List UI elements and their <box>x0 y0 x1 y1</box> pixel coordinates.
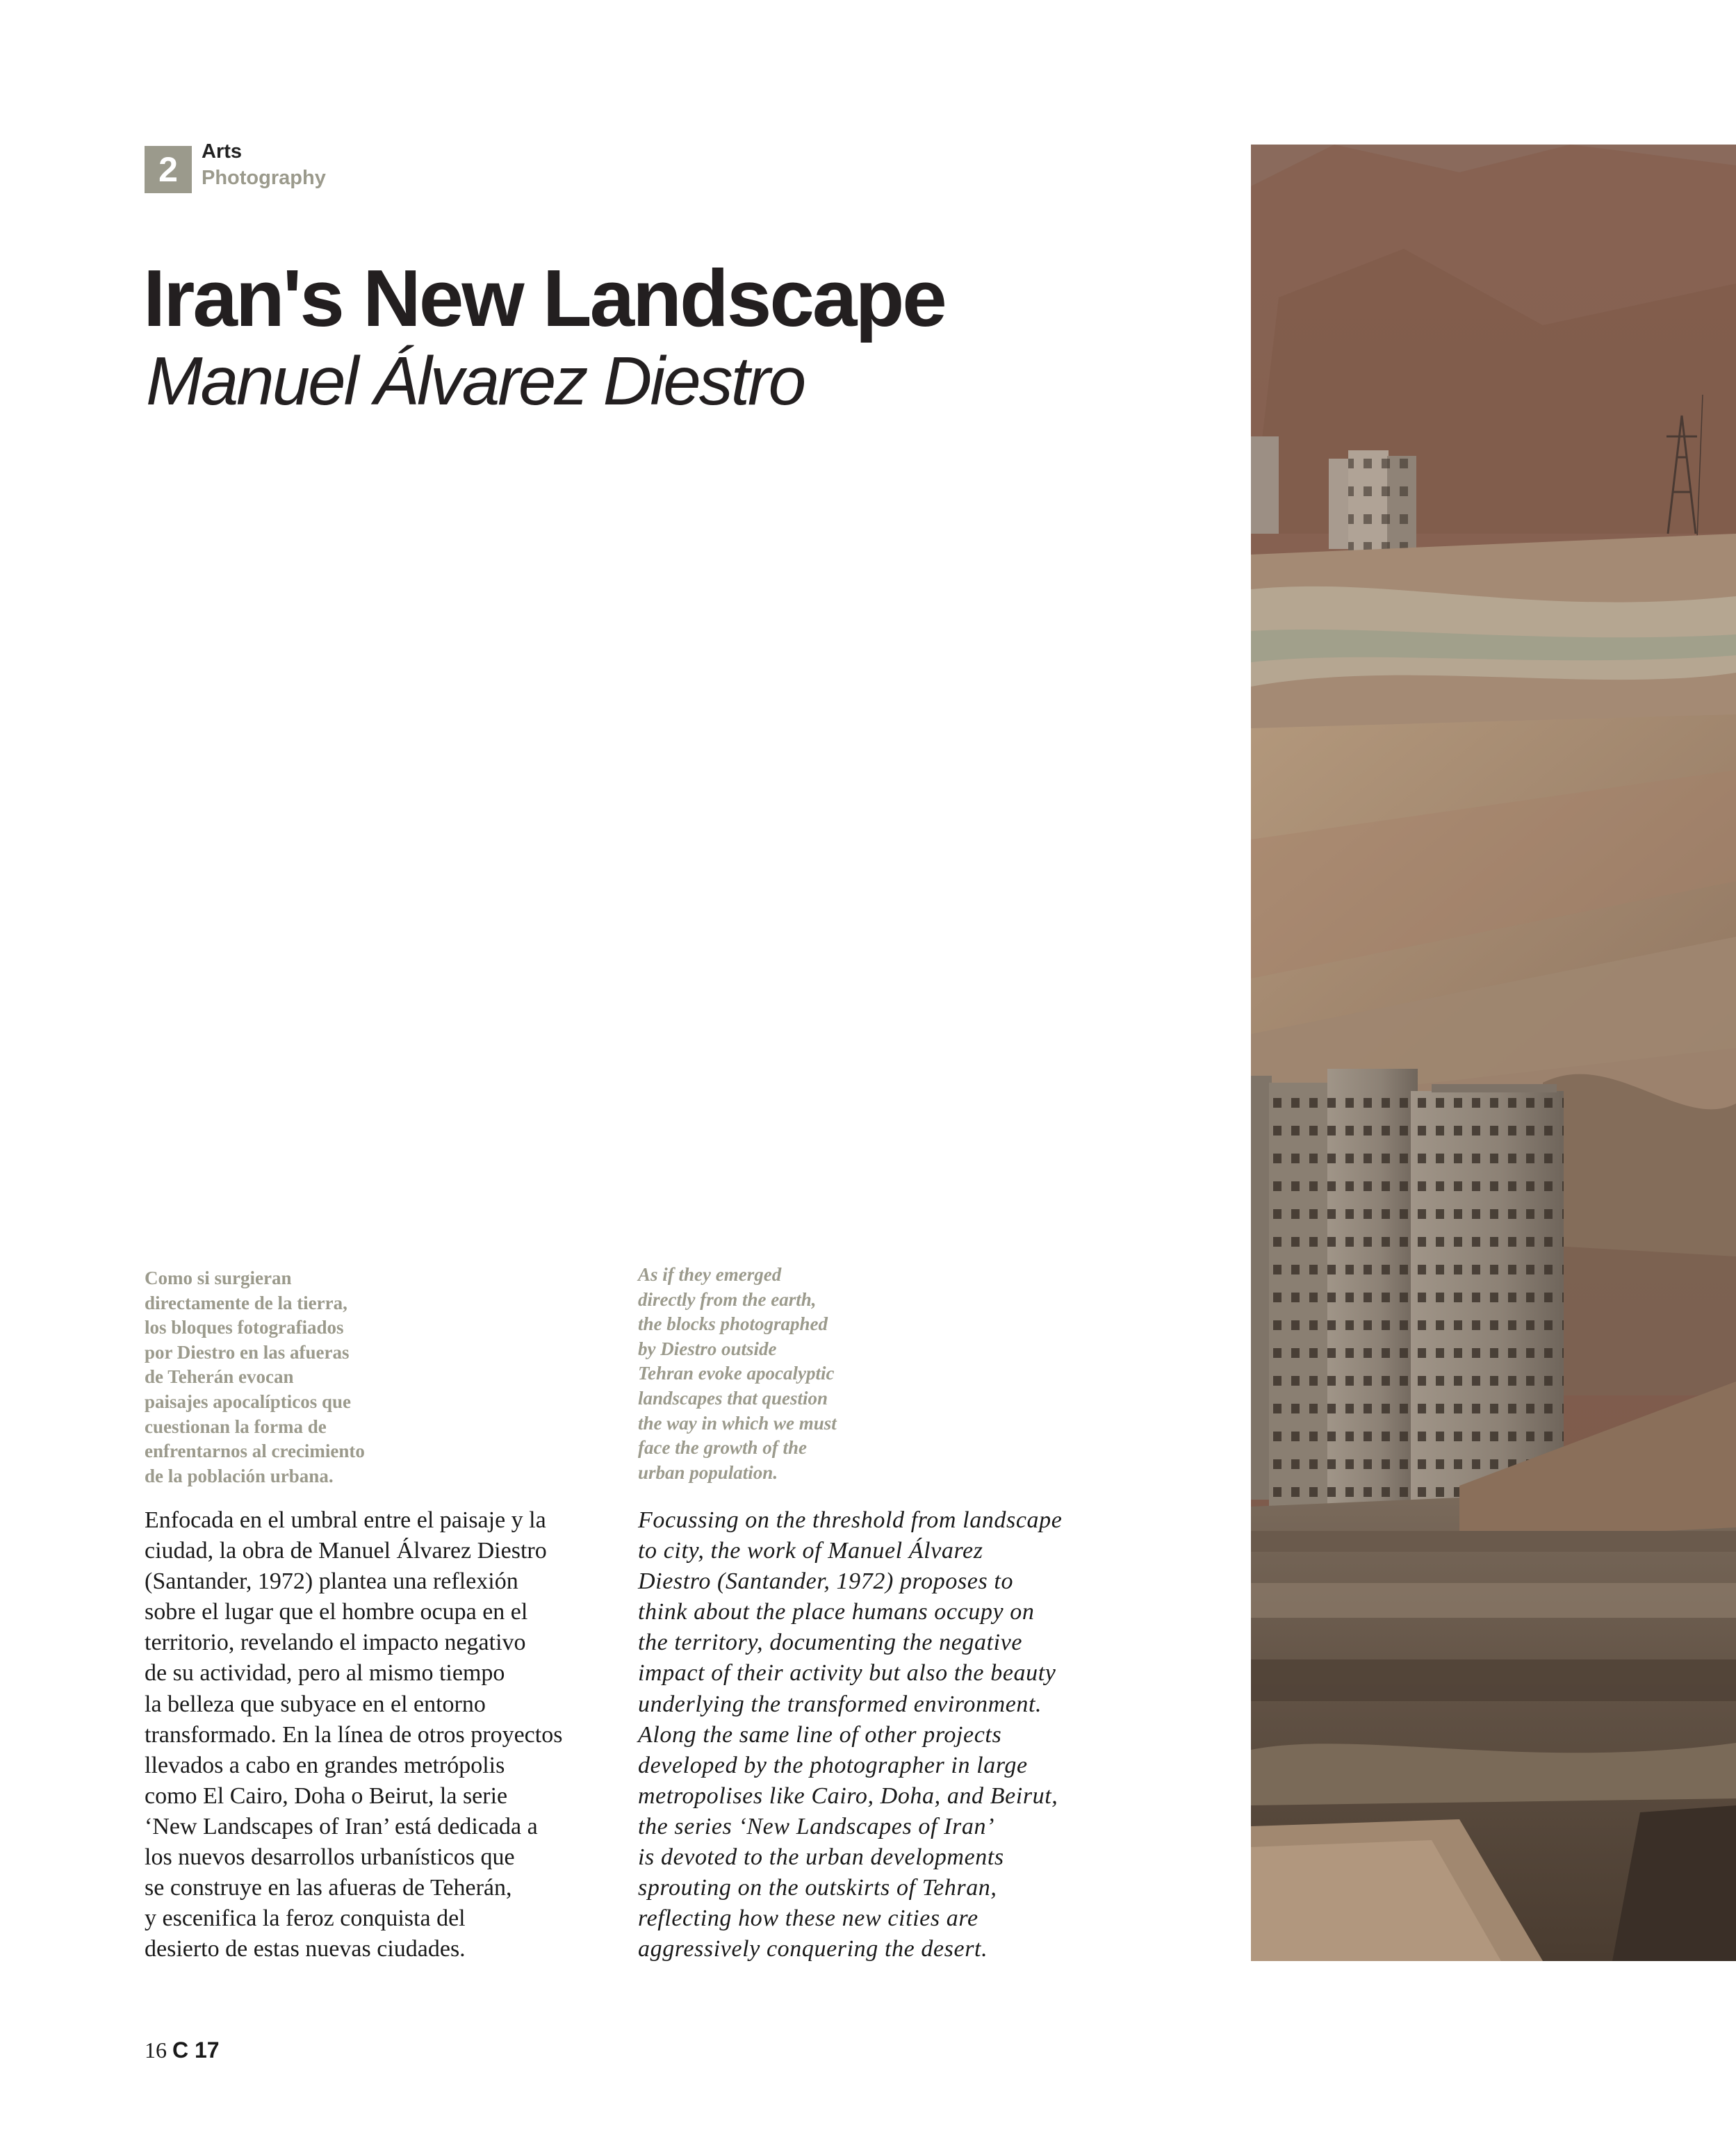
body-line: (Santander, 1972) plantea una reflexión <box>145 1568 518 1595</box>
body-line: los nuevos desarrollos urbanísticos que <box>145 1844 515 1871</box>
landscape-photo <box>1251 145 1736 1961</box>
caption-line: by Diestro outside <box>638 1338 777 1359</box>
caption-line: Tehran evoke apocalyptic <box>638 1363 835 1384</box>
caption-line: the blocks photographed <box>638 1313 828 1335</box>
caption-line: los bloques fotografiados <box>145 1317 344 1338</box>
body-line: to city, the work of Manuel Álvarez <box>638 1538 983 1564</box>
magazine-issue: C 17 <box>172 2038 220 2063</box>
caption-line: paisajes apocalípticos que <box>145 1391 352 1412</box>
body-line: llevados a cabo en grandes metrópolis <box>145 1752 505 1778</box>
body-line: como El Cairo, Doha o Beirut, la serie <box>145 1782 508 1809</box>
caption-line: the way in which we must <box>638 1412 837 1434</box>
caption-line: de Teherán evocan <box>145 1366 294 1388</box>
body-line: desierto de estas nuevas ciudades. <box>145 1936 466 1962</box>
page-number: 16 <box>145 2038 167 2063</box>
caption-line: de la población urbana. <box>145 1465 334 1486</box>
section-number-badge: 2 <box>145 146 192 193</box>
body-line: la belleza que subyace en el entorno <box>145 1691 486 1717</box>
body-line: territorio, revelando el impacto negativo <box>145 1630 526 1656</box>
body-line: Along the same line of other projects <box>638 1721 1002 1748</box>
body-line: y escenifica la feroz conquista del <box>145 1905 466 1932</box>
caption-line: face the growth of the <box>638 1437 807 1459</box>
article-title: Iran's New Landscape <box>143 253 945 343</box>
body-line: the territory, documenting the negative <box>638 1630 1023 1656</box>
caption-line: directly from the earth, <box>638 1288 817 1310</box>
body-line: ‘New Landscapes of Iran’ está dedicada a <box>145 1813 538 1839</box>
caption-line: urban population. <box>638 1461 778 1483</box>
body-line: Diestro (Santander, 1972) proposes to <box>638 1568 1014 1595</box>
body-line: the series ‘New Landscapes of Iran’ <box>638 1813 995 1839</box>
page-folio <box>145 2038 220 2063</box>
caption-line: enfrentarnos al crecimiento <box>145 1441 365 1462</box>
section-category: Arts <box>202 140 243 163</box>
body-line: ciudad, la obra de Manuel Álvarez Diestro <box>145 1538 547 1564</box>
caption-line: por Diestro en las afueras <box>145 1341 350 1363</box>
caption-line: As if they emerged <box>638 1264 782 1285</box>
body-line: is devoted to the urban developments <box>638 1844 1004 1871</box>
caption-line: cuestionan la forma de <box>145 1416 327 1437</box>
body-text-english <box>638 1505 1124 1965</box>
body-text-spanish <box>145 1505 631 1965</box>
body-line: aggressively conquering the desert. <box>638 1936 988 1962</box>
caption-line: directamente de la tierra, <box>145 1292 347 1313</box>
body-line: impact of their activity but also the beauty <box>638 1660 1056 1687</box>
body-line: Focussing on the threshold from landscape <box>638 1507 1063 1533</box>
caption-line: Como si surgieran <box>145 1268 292 1288</box>
body-line: sobre el lugar que el hombre ocupa en el <box>145 1599 528 1625</box>
body-line: developed by the photographer in large <box>638 1752 1028 1778</box>
body-line: think about the place humans occupy on <box>638 1599 1035 1625</box>
body-line: transformado. En la línea de otros proyectos <box>145 1721 563 1748</box>
body-line: underlying the transformed environment. <box>638 1691 1042 1717</box>
caption-line: landscapes that question <box>638 1387 828 1409</box>
caption-english <box>638 1263 937 1485</box>
body-line: sprouting on the outskirts of Tehran, <box>638 1875 997 1901</box>
article-author: Manuel Álvarez Diestro <box>146 343 805 419</box>
body-line: de su actividad, pero al mismo tiempo <box>145 1660 505 1687</box>
caption-spanish <box>145 1266 423 1489</box>
body-line: Enfocada en el umbral entre el paisaje y la <box>145 1507 546 1533</box>
body-line: reflecting how these new cities are <box>638 1905 978 1932</box>
body-line: se construye en las afueras de Teherán, <box>145 1875 512 1901</box>
section-subcategory: Photography <box>202 167 326 189</box>
body-line: metropolises like Cairo, Doha, and Beirut, <box>638 1782 1058 1809</box>
